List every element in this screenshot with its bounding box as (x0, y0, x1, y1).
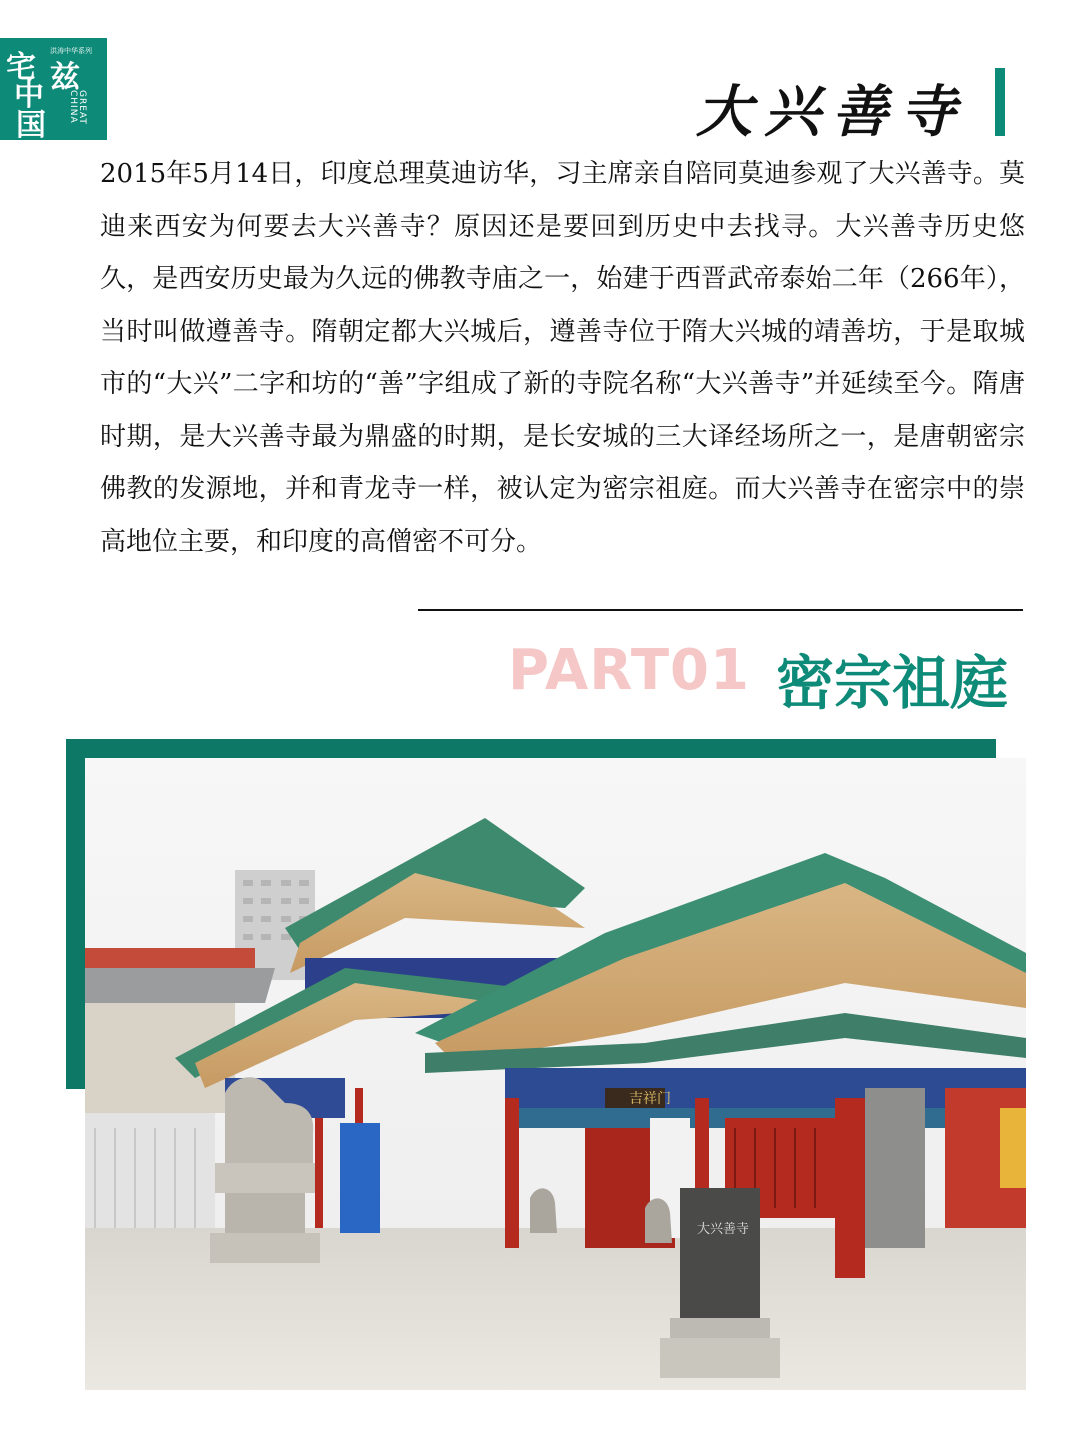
logo-char-4: 兹 (50, 60, 80, 95)
intro-paragraph: 2015年5月14日，印度总理莫迪访华，习主席亲自陪同莫迪参观了大兴善寺。莫迪来西安为何要去大兴善寺？原因还是要回到历史中去找寻。大兴善寺历史悠久，是西安历史最为久远的佛教寺庙之一，始建于西晋武帝泰始二年（266年），当时叫做遵善寺。隋朝定都大兴城后，遵善寺位于隋大兴城的靖善坊，于是取城市的“大兴”二字和坊的“善”字组成了新的寺院名称“大兴善寺”并延续至今。隋唐时期，是大兴善寺最为鼎盛的时期，是长安城的三大译经场所之一，是唐朝密宗佛教的发源地，并和青龙寺一样，被认定为密宗祖庭。而大兴善寺在密宗中的崇高地位主要，和印度的高僧密不可分。 (100, 159, 1025, 557)
brand-logo (0, 38, 107, 140)
section-title: 密宗祖庭 (776, 649, 1009, 717)
photo-frame-top (66, 739, 996, 758)
logo-char-2: 中 (14, 78, 44, 113)
photo-frame-left (66, 739, 85, 1089)
temple-plaque: 吉祥门 (629, 1091, 671, 1107)
stele-inscription: 大兴善寺 (697, 1222, 750, 1237)
page-title: 大兴善寺 (696, 79, 968, 145)
temple-photo (85, 758, 1026, 1390)
logo-char-1: 宅 (6, 50, 36, 85)
logo-vertical-text: GREAT CHINA (68, 90, 87, 125)
divider-line (418, 609, 1023, 611)
logo-series-text: 洪涛中华系列 (50, 47, 92, 55)
title-accent-bar (995, 68, 1005, 136)
part-label: PART01 (508, 638, 750, 703)
blue-tarp (340, 1123, 380, 1233)
logo-char-3: 国 (16, 108, 46, 140)
